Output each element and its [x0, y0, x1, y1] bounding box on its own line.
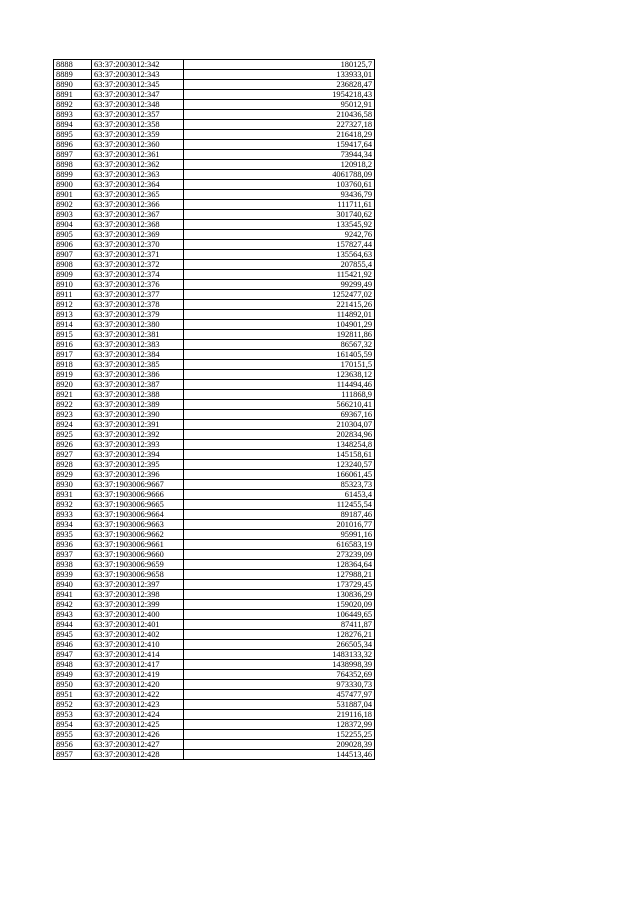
table-row: [54, 370, 375, 380]
cadastral-number-cell: 63:37:2003012:360: [92, 140, 184, 150]
table-row: [54, 200, 375, 210]
table-row: [54, 690, 375, 700]
row-number-cell: 8947: [54, 650, 92, 660]
value-cell: 566210,41: [184, 400, 375, 410]
value-cell: 115421,92: [184, 270, 375, 280]
row-number-cell: 8936: [54, 540, 92, 550]
table-row: [54, 460, 375, 470]
row-number-cell: 8950: [54, 680, 92, 690]
value-cell: 123240,57: [184, 460, 375, 470]
cadastral-number-cell: 63:37:2003012:398: [92, 590, 184, 600]
table-row: [54, 470, 375, 480]
table-row: [54, 340, 375, 350]
cadastral-number-cell: 63:37:2003012:390: [92, 410, 184, 420]
cadastral-number-cell: 63:37:2003012:381: [92, 330, 184, 340]
table-row: [54, 300, 375, 310]
table-row: [54, 350, 375, 360]
value-cell: 120918,2: [184, 160, 375, 170]
value-cell: 87411,87: [184, 620, 375, 630]
cadastral-number-cell: 63:37:2003012:426: [92, 730, 184, 740]
table-row: [54, 220, 375, 230]
row-number-cell: 8953: [54, 710, 92, 720]
table-row: [54, 410, 375, 420]
value-cell: 99299,49: [184, 280, 375, 290]
table-row: [54, 450, 375, 460]
row-number-cell: 8893: [54, 110, 92, 120]
table-row: [54, 630, 375, 640]
row-number-cell: 8948: [54, 660, 92, 670]
value-cell: 144513,46: [184, 750, 375, 760]
cadastral-number-cell: 63:37:2003012:410: [92, 640, 184, 650]
value-cell: 216418,29: [184, 130, 375, 140]
row-number-cell: 8889: [54, 70, 92, 80]
row-number-cell: 8918: [54, 360, 92, 370]
value-cell: 73944,34: [184, 150, 375, 160]
value-cell: 301740,62: [184, 210, 375, 220]
table-row: [54, 710, 375, 720]
row-number-cell: 8956: [54, 740, 92, 750]
cadastral-number-cell: 63:37:1903006:9663: [92, 520, 184, 530]
cadastral-number-cell: 63:37:2003012:345: [92, 80, 184, 90]
table-row: [54, 730, 375, 740]
cadastral-number-cell: 63:37:2003012:414: [92, 650, 184, 660]
row-number-cell: 8949: [54, 670, 92, 680]
row-number-cell: 8897: [54, 150, 92, 160]
cadastral-number-cell: 63:37:2003012:348: [92, 100, 184, 110]
row-number-cell: 8930: [54, 480, 92, 490]
row-number-cell: 8908: [54, 260, 92, 270]
value-cell: 61453,4: [184, 490, 375, 500]
row-number-cell: 8942: [54, 600, 92, 610]
row-number-cell: 8924: [54, 420, 92, 430]
value-cell: 130836,29: [184, 590, 375, 600]
value-cell: 114494,46: [184, 380, 375, 390]
cadastral-number-cell: 63:37:2003012:387: [92, 380, 184, 390]
value-cell: 103760,61: [184, 180, 375, 190]
cadastral-number-cell: 63:37:1903006:9660: [92, 550, 184, 560]
row-number-cell: 8906: [54, 240, 92, 250]
table-row: [54, 650, 375, 660]
table-row: [54, 250, 375, 260]
value-cell: 192811,86: [184, 330, 375, 340]
value-cell: 111711,61: [184, 200, 375, 210]
table-row: [54, 210, 375, 220]
table-row: [54, 750, 375, 760]
table-row: [54, 70, 375, 80]
row-number-cell: 8919: [54, 370, 92, 380]
table-row: [54, 660, 375, 670]
cadastral-number-cell: 63:37:2003012:374: [92, 270, 184, 280]
cadastral-number-cell: 63:37:2003012:366: [92, 200, 184, 210]
table-row: [54, 570, 375, 580]
table-row: [54, 700, 375, 710]
cadastral-number-cell: 63:37:2003012:371: [92, 250, 184, 260]
cadastral-number-cell: 63:37:1903006:9658: [92, 570, 184, 580]
table-row: [54, 640, 375, 650]
value-cell: 202834,96: [184, 430, 375, 440]
value-cell: 106449,65: [184, 610, 375, 620]
value-cell: 180125,7: [184, 60, 375, 70]
table-row: [54, 110, 375, 120]
value-cell: 201016,77: [184, 520, 375, 530]
table-row: [54, 480, 375, 490]
table-row: [54, 670, 375, 680]
table-row: [54, 170, 375, 180]
cadastral-number-cell: 63:37:2003012:362: [92, 160, 184, 170]
table-row: [54, 530, 375, 540]
table-row: [54, 610, 375, 620]
row-number-cell: 8904: [54, 220, 92, 230]
table-body: [54, 60, 375, 760]
row-number-cell: 8951: [54, 690, 92, 700]
row-number-cell: 8891: [54, 90, 92, 100]
cadastral-number-cell: 63:37:2003012:397: [92, 580, 184, 590]
row-number-cell: 8934: [54, 520, 92, 530]
cadastral-number-cell: 63:37:2003012:377: [92, 290, 184, 300]
row-number-cell: 8937: [54, 550, 92, 560]
row-number-cell: 8928: [54, 460, 92, 470]
value-cell: 273239,09: [184, 550, 375, 560]
value-cell: 112455,54: [184, 500, 375, 510]
table-row: [54, 680, 375, 690]
cadastral-number-cell: 63:37:2003012:427: [92, 740, 184, 750]
value-cell: 145158,61: [184, 450, 375, 460]
cadastral-number-cell: 63:37:1903006:9664: [92, 510, 184, 520]
cadastral-number-cell: 63:37:2003012:363: [92, 170, 184, 180]
cadastral-number-cell: 63:37:2003012:428: [92, 750, 184, 760]
cadastral-number-cell: 63:37:1903006:9667: [92, 480, 184, 490]
row-number-cell: 8896: [54, 140, 92, 150]
table-row: [54, 140, 375, 150]
cadastral-number-cell: 63:37:2003012:370: [92, 240, 184, 250]
table-row: [54, 120, 375, 130]
row-number-cell: 8907: [54, 250, 92, 260]
value-cell: 219116,18: [184, 710, 375, 720]
row-number-cell: 8952: [54, 700, 92, 710]
value-cell: 4061788,09: [184, 170, 375, 180]
row-number-cell: 8935: [54, 530, 92, 540]
row-number-cell: 8915: [54, 330, 92, 340]
table-row: [54, 290, 375, 300]
cadastral-number-cell: 63:37:2003012:376: [92, 280, 184, 290]
value-cell: 1438998,39: [184, 660, 375, 670]
table-row: [54, 440, 375, 450]
value-cell: 123638,12: [184, 370, 375, 380]
cadastral-number-cell: 63:37:2003012:386: [92, 370, 184, 380]
value-cell: 266505,34: [184, 640, 375, 650]
table-row: [54, 90, 375, 100]
row-number-cell: 8922: [54, 400, 92, 410]
cadastral-number-cell: 63:37:2003012:347: [92, 90, 184, 100]
cadastral-value-table: [53, 59, 375, 760]
row-number-cell: 8912: [54, 300, 92, 310]
row-number-cell: 8898: [54, 160, 92, 170]
table-row: [54, 190, 375, 200]
row-number-cell: 8939: [54, 570, 92, 580]
row-number-cell: 8910: [54, 280, 92, 290]
value-cell: 161405,59: [184, 350, 375, 360]
table-row: [54, 130, 375, 140]
cadastral-number-cell: 63:37:2003012:400: [92, 610, 184, 620]
cadastral-number-cell: 63:37:2003012:367: [92, 210, 184, 220]
cadastral-number-cell: 63:37:2003012:392: [92, 430, 184, 440]
value-cell: 1954218,43: [184, 90, 375, 100]
cadastral-number-cell: 63:37:2003012:364: [92, 180, 184, 190]
table-row: [54, 620, 375, 630]
value-cell: 127988,21: [184, 570, 375, 580]
row-number-cell: 8940: [54, 580, 92, 590]
value-cell: 209028,39: [184, 740, 375, 750]
row-number-cell: 8900: [54, 180, 92, 190]
value-cell: 531887,04: [184, 700, 375, 710]
row-number-cell: 8920: [54, 380, 92, 390]
table-row: [54, 360, 375, 370]
row-number-cell: 8925: [54, 430, 92, 440]
cadastral-number-cell: 63:37:2003012:359: [92, 130, 184, 140]
cadastral-number-cell: 63:37:2003012:384: [92, 350, 184, 360]
cadastral-number-cell: 63:37:1903006:9661: [92, 540, 184, 550]
row-number-cell: 8913: [54, 310, 92, 320]
table-row: [54, 490, 375, 500]
cadastral-number-cell: 63:37:2003012:394: [92, 450, 184, 460]
row-number-cell: 8927: [54, 450, 92, 460]
row-number-cell: 8929: [54, 470, 92, 480]
row-number-cell: 8901: [54, 190, 92, 200]
cadastral-number-cell: 63:37:2003012:388: [92, 390, 184, 400]
cadastral-number-cell: 63:37:2003012:425: [92, 720, 184, 730]
cadastral-number-cell: 63:37:2003012:380: [92, 320, 184, 330]
table-row: [54, 80, 375, 90]
table-row: [54, 600, 375, 610]
row-number-cell: 8903: [54, 210, 92, 220]
row-number-cell: 8926: [54, 440, 92, 450]
value-cell: 170151,5: [184, 360, 375, 370]
table-row: [54, 500, 375, 510]
table-row: [54, 100, 375, 110]
row-number-cell: 8933: [54, 510, 92, 520]
cadastral-number-cell: 63:37:2003012:378: [92, 300, 184, 310]
cadastral-number-cell: 63:37:2003012:357: [92, 110, 184, 120]
value-cell: 9242,76: [184, 230, 375, 240]
value-cell: 973330,73: [184, 680, 375, 690]
cadastral-number-cell: 63:37:2003012:342: [92, 60, 184, 70]
value-cell: 764352,69: [184, 670, 375, 680]
row-number-cell: 8931: [54, 490, 92, 500]
cadastral-number-cell: 63:37:2003012:361: [92, 150, 184, 160]
cadastral-number-cell: 63:37:2003012:395: [92, 460, 184, 470]
value-cell: 166061,45: [184, 470, 375, 480]
row-number-cell: 8890: [54, 80, 92, 90]
cadastral-number-cell: 63:37:2003012:393: [92, 440, 184, 450]
cadastral-number-cell: 63:37:1903006:9662: [92, 530, 184, 540]
cadastral-number-cell: 63:37:1903006:9665: [92, 500, 184, 510]
table-row: [54, 550, 375, 560]
value-cell: 1483133,32: [184, 650, 375, 660]
cadastral-number-cell: 63:37:2003012:383: [92, 340, 184, 350]
cadastral-number-cell: 63:37:2003012:389: [92, 400, 184, 410]
cadastral-number-cell: 63:37:2003012:396: [92, 470, 184, 480]
row-number-cell: 8938: [54, 560, 92, 570]
table-row: [54, 330, 375, 340]
value-cell: 457477,97: [184, 690, 375, 700]
cadastral-number-cell: 63:37:2003012:417: [92, 660, 184, 670]
table-row: [54, 60, 375, 70]
value-cell: 133933,01: [184, 70, 375, 80]
cadastral-number-cell: 63:37:2003012:358: [92, 120, 184, 130]
row-number-cell: 8944: [54, 620, 92, 630]
value-cell: 227327,18: [184, 120, 375, 130]
row-number-cell: 8954: [54, 720, 92, 730]
value-cell: 173729,45: [184, 580, 375, 590]
row-number-cell: 8888: [54, 60, 92, 70]
cadastral-number-cell: 63:37:2003012:372: [92, 260, 184, 270]
value-cell: 159417,64: [184, 140, 375, 150]
row-number-cell: 8945: [54, 630, 92, 640]
table-row: [54, 150, 375, 160]
cadastral-number-cell: 63:37:2003012:423: [92, 700, 184, 710]
cadastral-number-cell: 63:37:1903006:9659: [92, 560, 184, 570]
row-number-cell: 8914: [54, 320, 92, 330]
value-cell: 236828,47: [184, 80, 375, 90]
value-cell: 1348254,8: [184, 440, 375, 450]
row-number-cell: 8916: [54, 340, 92, 350]
cadastral-number-cell: 63:37:2003012:419: [92, 670, 184, 680]
value-cell: 616583,19: [184, 540, 375, 550]
cadastral-number-cell: 63:37:2003012:385: [92, 360, 184, 370]
cadastral-number-cell: 63:37:2003012:401: [92, 620, 184, 630]
table-row: [54, 270, 375, 280]
table-row: [54, 160, 375, 170]
cadastral-number-cell: 63:37:2003012:343: [92, 70, 184, 80]
value-cell: 128364,64: [184, 560, 375, 570]
row-number-cell: 8909: [54, 270, 92, 280]
row-number-cell: 8943: [54, 610, 92, 620]
value-cell: 135564,63: [184, 250, 375, 260]
row-number-cell: 8899: [54, 170, 92, 180]
row-number-cell: 8911: [54, 290, 92, 300]
table-row: [54, 520, 375, 530]
value-cell: 114892,01: [184, 310, 375, 320]
table-row: [54, 390, 375, 400]
value-cell: 207855,4: [184, 260, 375, 270]
value-cell: 93436,79: [184, 190, 375, 200]
value-cell: 69367,16: [184, 410, 375, 420]
value-cell: 85323,73: [184, 480, 375, 490]
row-number-cell: 8946: [54, 640, 92, 650]
row-number-cell: 8955: [54, 730, 92, 740]
table-row: [54, 280, 375, 290]
row-number-cell: 8902: [54, 200, 92, 210]
value-cell: 128276,21: [184, 630, 375, 640]
value-cell: 95991,16: [184, 530, 375, 540]
row-number-cell: 8917: [54, 350, 92, 360]
row-number-cell: 8957: [54, 750, 92, 760]
cadastral-number-cell: 63:37:2003012:368: [92, 220, 184, 230]
table-row: [54, 430, 375, 440]
value-cell: 128372,99: [184, 720, 375, 730]
table-row: [54, 510, 375, 520]
cadastral-number-cell: 63:37:2003012:391: [92, 420, 184, 430]
cadastral-number-cell: 63:37:1903006:9666: [92, 490, 184, 500]
row-number-cell: 8894: [54, 120, 92, 130]
table-row: [54, 180, 375, 190]
value-cell: 152255,25: [184, 730, 375, 740]
value-cell: 210436,58: [184, 110, 375, 120]
value-cell: 221415,26: [184, 300, 375, 310]
table-row: [54, 400, 375, 410]
cadastral-number-cell: 63:37:2003012:420: [92, 680, 184, 690]
table-row: [54, 260, 375, 270]
cadastral-number-cell: 63:37:2003012:402: [92, 630, 184, 640]
table-row: [54, 310, 375, 320]
table-row: [54, 590, 375, 600]
value-cell: 95012,91: [184, 100, 375, 110]
value-cell: 104901,29: [184, 320, 375, 330]
cadastral-number-cell: 63:37:2003012:399: [92, 600, 184, 610]
cadastral-number-cell: 63:37:2003012:424: [92, 710, 184, 720]
row-number-cell: 8932: [54, 500, 92, 510]
cadastral-number-cell: 63:37:2003012:422: [92, 690, 184, 700]
row-number-cell: 8905: [54, 230, 92, 240]
value-cell: 159020,09: [184, 600, 375, 610]
row-number-cell: 8921: [54, 390, 92, 400]
cadastral-number-cell: 63:37:2003012:369: [92, 230, 184, 240]
table-row: [54, 740, 375, 750]
table-row: [54, 720, 375, 730]
table-row: [54, 420, 375, 430]
value-cell: 210304,07: [184, 420, 375, 430]
value-cell: 86567,32: [184, 340, 375, 350]
table-row: [54, 560, 375, 570]
table-row: [54, 380, 375, 390]
value-cell: 133545,92: [184, 220, 375, 230]
table-row: [54, 580, 375, 590]
row-number-cell: 8923: [54, 410, 92, 420]
row-number-cell: 8892: [54, 100, 92, 110]
table-row: [54, 240, 375, 250]
cadastral-number-cell: 63:37:2003012:365: [92, 190, 184, 200]
value-cell: 1252477,02: [184, 290, 375, 300]
cadastral-number-cell: 63:37:2003012:379: [92, 310, 184, 320]
row-number-cell: 8895: [54, 130, 92, 140]
table-row: [54, 320, 375, 330]
value-cell: 89187,46: [184, 510, 375, 520]
value-cell: 157827,44: [184, 240, 375, 250]
value-cell: 111868,9: [184, 390, 375, 400]
row-number-cell: 8941: [54, 590, 92, 600]
table-row: [54, 230, 375, 240]
table-row: [54, 540, 375, 550]
